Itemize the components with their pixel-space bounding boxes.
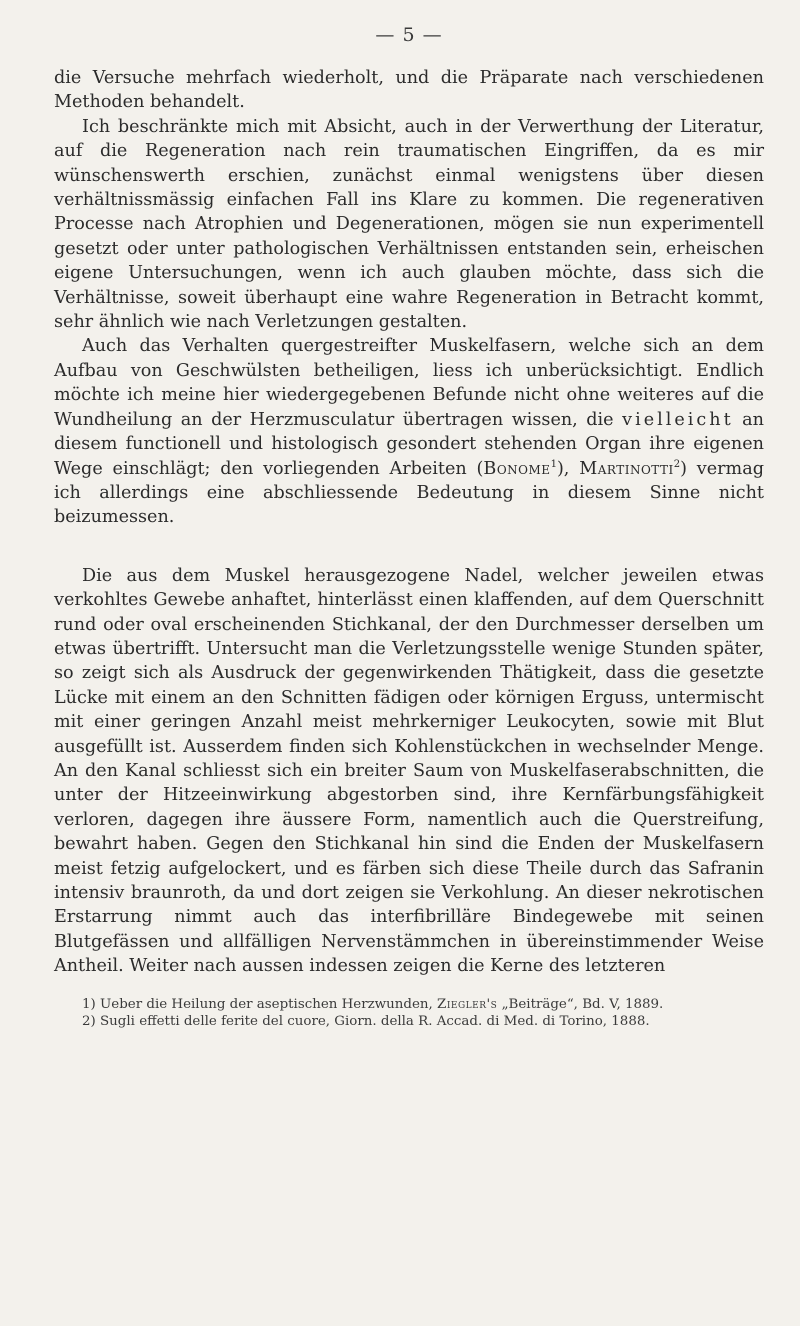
page-number: — 5 —	[375, 24, 443, 46]
footnote-text: Sugli effetti delle ferite del cuore, Giorn. della R. Accad. di Med. di Torino, 1888.	[95, 1013, 650, 1029]
paragraph-muscle-tumors	[54, 334, 764, 529]
footnote-marker: 1)	[82, 996, 96, 1012]
footnote-text: Ueber die Heilung der aseptischen Herzwunden,	[95, 996, 438, 1012]
footnote-text: „Beiträge“, Bd. V, 1889.	[497, 996, 664, 1012]
paragraph-continuation: die Versuche mehrfach wiederholt, und die Präparate nach verschiedenen Methoden behandelt.	[54, 68, 764, 113]
author-name: Ziegler's	[437, 996, 498, 1012]
author-name: Martinotti	[579, 458, 674, 479]
section-gap	[54, 530, 764, 564]
footnote-ref: 2	[673, 458, 681, 470]
author-name: Bonome	[483, 458, 551, 479]
footnote-ref: 1	[550, 458, 557, 470]
paragraph-text: ),	[556, 458, 580, 479]
emphasized-word: vielleicht	[622, 409, 734, 430]
paragraph-text: an diesem functionell und histologisch gesondert stehenden Organ ihre eigenen Wege einschlägt; den vorliegenden Arbeiten (	[54, 409, 764, 479]
paragraph-text: Auch das Verhalten quergestreifter Muskelfasern, welche sich an dem Aufbau von Geschwülsten betheiligen, liess ich unberücksichtigt. Endlich möchte ich meine hier wiedergegebenen Befunde nicht ohne weiteres auf die Wundheilung an der Herzmusculatur übertragen wissen, die	[54, 336, 764, 430]
paragraph-literature-scope: Ich beschränkte mich mit Absicht, auch in der Verwerthung der Literatur, auf die Regeneration nach rein traumatischen Eingriffen, da es mir wünschenswerth erschien, zunächst einmal wenigstens über diesen verhältnissmässig einfachen Fall ins Klare zu kommen. Die regenerativen Processe nach Atrophien und Degenerationen, mögen sie nun experimentell gesetzt oder unter pathologischen Verhältnissen entstanden sein, erheischen eigene Untersuchungen, wenn ich auch glauben möchte, dass sich die Verhältnisse, soweit überhaupt eine wahre Regeneration in Betracht kommt, sehr ähnlich wie nach Verletzungen gestalten.	[54, 116, 764, 333]
footnote-2	[54, 1013, 764, 1030]
footnote-marker: 2)	[82, 1013, 96, 1029]
paragraph-text: ) vermag ich allerdings eine abschliessende Bedeutung in diesem Sinne nicht beizumessen.	[54, 458, 764, 528]
document-page	[54, 24, 764, 1030]
footnote-1	[54, 996, 764, 1013]
footnotes	[54, 996, 764, 1030]
paragraph-needle-wound: Die aus dem Muskel herausgezogene Nadel, welcher jeweilen etwas verkohltes Gewebe anhaftet, hinterlässt einen klaffenden, auf dem Querschnitt rund oder oval erscheinenden Stichkanal, der den Durchmesser derselben um etwas übertrifft. Untersucht man die Verletzungsstelle wenige Stunden später, so zeigt sich als Ausdruck der gegenwirkenden Thätigkeit, dass die gesetzte Lücke mit einem an den Schnitten fädigen oder körnigen Erguss, untermischt mit einer geringen Anzahl meist mehrkerniger Leukocyten, sowie mit Blut ausgefüllt ist. Ausserdem finden sich Kohlenstückchen in wechselnder Menge. An den Kanal schliesst sich ein breiter Saum von Muskelfaserabschnitten, die unter der Hitzeeinwirkung abgestorben sind, ihre Kernfärbungsfähigkeit verloren, dagegen ihre äussere Form, namentlich auch die Querstreifung, bewahrt haben. Gegen den Stichkanal hin sind die Enden der Muskelfasern meist fetzig aufgelockert, und es färben sich diese Theile durch das Safranin intensiv braunroth, da und dort zeigen sie Verkohlung. An dieser nekrotischen Erstarrung nimmt auch das interfibrilläre Bindegewebe mit seinen Blutgefässen und allfälligen Nervenstämmchen in übereinstimmender Weise Antheil. Weiter nach aussen indessen zeigen die Kerne des letzteren	[54, 565, 764, 977]
